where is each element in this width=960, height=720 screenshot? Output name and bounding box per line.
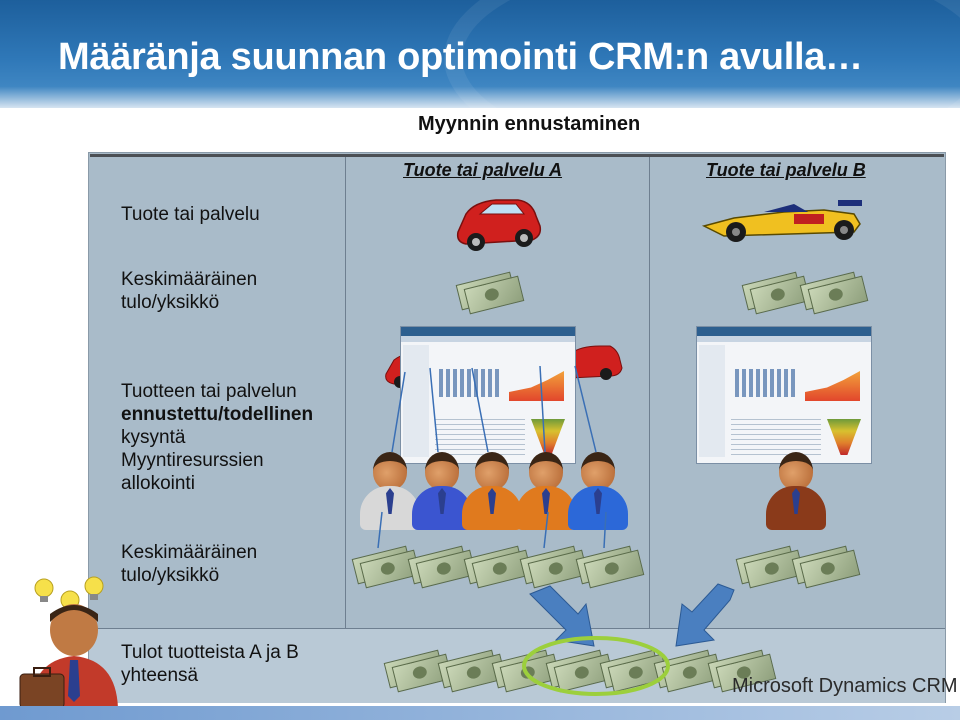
row-label-avg-income-1-line2: tulo/yksikkö	[121, 292, 220, 313]
product-a-heading: Tuote tai palvelu A	[403, 160, 563, 180]
row-label-avg-income-1-line1: Keskimääräinen	[121, 269, 258, 290]
product-b-heading: Tuote tai palvelu B	[706, 160, 866, 180]
row-label-avg-income-2	[121, 541, 257, 587]
money-stack-icon	[742, 272, 808, 308]
title-bar-decoration	[444, 0, 960, 176]
row-label-total	[121, 641, 299, 687]
money-stack-icon	[576, 546, 642, 582]
slide-title: Määränja suunnan optimointi CRM:n avulla…	[58, 36, 863, 78]
row-label-product: Tuote tai palvelu	[121, 204, 260, 225]
lightbulb-icon	[35, 579, 53, 602]
row-label-total-line1: Tulot tuotteista A ja B	[121, 642, 299, 663]
money-stack-icon	[792, 546, 858, 582]
salesperson-icon	[766, 452, 826, 530]
row-label-demand	[121, 380, 313, 495]
brand-logo-text: Microsoft Dynamics CRM	[732, 675, 958, 697]
row-label-total-line2: yhteensä	[121, 665, 199, 686]
salesperson-icon	[516, 452, 576, 530]
row-label-avg-income-1	[121, 268, 257, 314]
row-label-allocation-line2: allokointi	[121, 473, 195, 494]
money-stack-icon	[800, 272, 866, 308]
row-label-allocation-line1: Myyntiresurssien	[121, 450, 264, 471]
salesperson-icon	[462, 452, 522, 530]
section-title: Myynnin ennustaminen	[418, 113, 641, 135]
lightbulb-icon	[61, 591, 79, 614]
title-bar	[0, 0, 960, 108]
row-label-demand-line3: kysyntä	[121, 427, 186, 448]
salesperson-icon	[360, 452, 420, 530]
row-label-demand-line2: ennustettu/todellinen	[121, 404, 314, 425]
dashboard-screenshot	[400, 326, 576, 464]
row-label-avg-income-2-line2: tulo/yksikkö	[121, 565, 220, 586]
row-label-demand-line1: Tuotteen tai palvelun	[121, 381, 297, 402]
row-label-avg-income-2-line1: Keskimääräinen	[121, 542, 258, 563]
salesperson-icon	[568, 452, 628, 530]
money-stack-icon	[456, 272, 522, 308]
footer-bar	[0, 706, 960, 720]
dashboard-screenshot	[696, 326, 872, 464]
